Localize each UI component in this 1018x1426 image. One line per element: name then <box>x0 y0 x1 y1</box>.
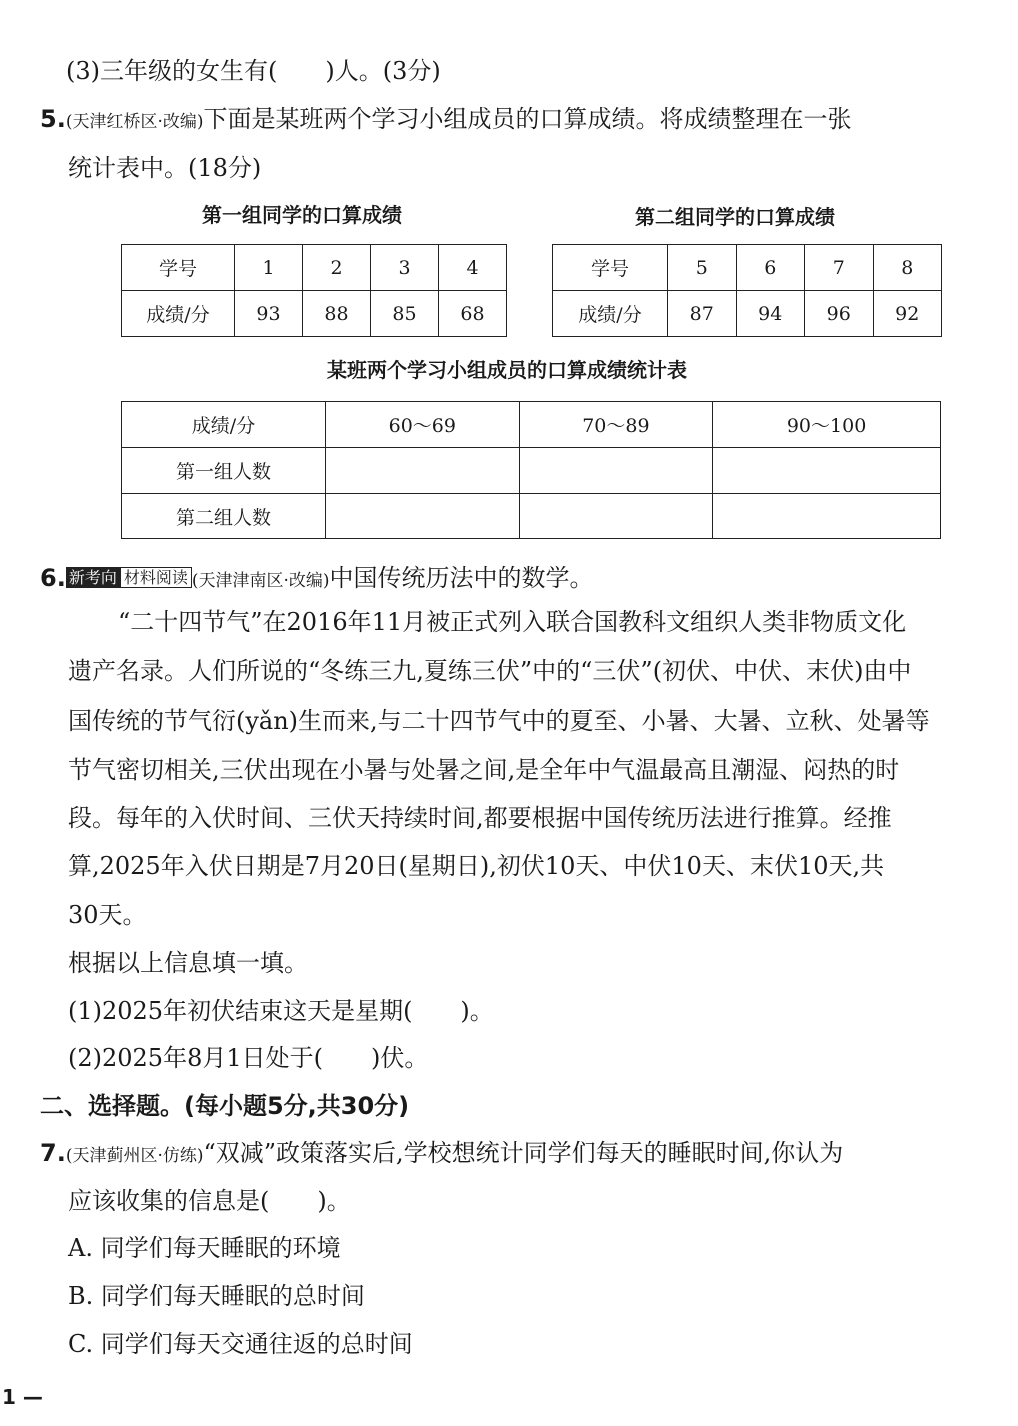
table1-id-2: 2 <box>303 245 371 291</box>
q7-option-b[interactable]: B. 同学们每天睡眠的总时间 <box>68 1282 365 1310</box>
table1-label-id: 学号 <box>122 245 235 291</box>
stat-row1-cell-1[interactable] <box>326 448 520 494</box>
q6-para-line4: 节气密切相关,三伏出现在小暑与处暑之间,是全年中气温最高且潮湿、闷热的时 <box>68 756 900 784</box>
table2-id-4: 8 <box>873 245 942 291</box>
section2-heading: 二、选择题。(每小题5分,共30分) <box>40 1092 410 1120</box>
table1-title: 第一组同学的口算成绩 <box>202 203 402 227</box>
stat-row2-label: 第二组人数 <box>122 494 326 539</box>
q4-sub3: (3)三年级的女生有( )人。(3分) <box>66 57 441 85</box>
q5-text-line2: 统计表中。(18分) <box>68 154 262 182</box>
q6-prompt: 根据以上信息填一填。 <box>68 949 308 977</box>
q5-source: (天津红桥区·改编) <box>65 112 204 132</box>
q7-line1 <box>40 1138 843 1171</box>
q7-source: (天津蓟州区·仿练) <box>65 1146 204 1166</box>
table2-score-2: 94 <box>736 291 805 337</box>
q6-sub2: (2)2025年8月1日处于( )伏。 <box>68 1044 429 1072</box>
stat-row2-cell-3[interactable] <box>713 494 941 539</box>
stat-table <box>121 401 941 539</box>
table1-score-4: 68 <box>439 291 507 337</box>
q5-line1 <box>40 104 852 137</box>
table1-id-1: 1 <box>235 245 303 291</box>
q5-text-line1: 下面是某班两个学习小组成员的口算成绩。将成绩整理在一张 <box>203 105 852 133</box>
page-footer: 1 — <box>2 1385 43 1409</box>
table2-id-3: 7 <box>805 245 874 291</box>
q6-sub1: (1)2025年初伏结束这天是星期( )。 <box>68 997 494 1025</box>
stat-row1-cell-3[interactable] <box>713 448 941 494</box>
table2-score-4: 92 <box>873 291 942 337</box>
q6-source: (天津津南区·改编) <box>191 571 330 591</box>
stat-header-score: 成绩/分 <box>122 402 326 448</box>
q7-option-a[interactable]: A. 同学们每天睡眠的环境 <box>68 1234 341 1262</box>
table1-id-4: 4 <box>439 245 507 291</box>
q6-para-line1: “二十四节气”在2016年11月被正式列入联合国教科文组织人类非物质文化 <box>118 608 907 636</box>
table2-label-id: 学号 <box>553 245 668 291</box>
table1-id-3: 3 <box>371 245 439 291</box>
table2-label-score: 成绩/分 <box>553 291 668 337</box>
stat-header-90-100: 90～100 <box>713 402 941 448</box>
q6-tag-new: 新考向 <box>66 567 120 588</box>
table1-score-1: 93 <box>235 291 303 337</box>
stat-row1-cell-2[interactable] <box>519 448 713 494</box>
table2 <box>552 244 942 337</box>
stat-table-title: 某班两个学习小组成员的口算成绩统计表 <box>327 358 687 382</box>
q6-para-line6: 算,2025年入伏日期是7月20日(星期日),初伏10天、中伏10天、末伏10天,共 <box>68 852 885 880</box>
q5-number: 5. <box>40 105 66 133</box>
table1-score-3: 85 <box>371 291 439 337</box>
stat-row1-label: 第一组人数 <box>122 448 326 494</box>
table2-score-3: 96 <box>805 291 874 337</box>
q6-title-line <box>40 560 594 596</box>
stat-header-70-89: 70～89 <box>519 402 713 448</box>
q7-text-line2: 应该收集的信息是( )。 <box>68 1187 351 1215</box>
table2-id-2: 6 <box>736 245 805 291</box>
q7-text-line1: “双减”政策落实后,学校想统计同学们每天的睡眠时间,你认为 <box>203 1139 844 1167</box>
q7-option-c[interactable]: C. 同学们每天交通往返的总时间 <box>68 1330 413 1358</box>
table1-score-2: 88 <box>303 291 371 337</box>
stat-row2-cell-1[interactable] <box>326 494 520 539</box>
q6-tag-material: 材料阅读 <box>120 567 192 588</box>
q6-para-line7: 30天。 <box>68 901 147 929</box>
q6-number: 6. <box>40 564 66 592</box>
table1 <box>121 244 507 337</box>
q6-para-line2: 遗产名录。人们所说的“冬练三九,夏练三伏”中的“三伏”(初伏、中伏、末伏)由中 <box>68 657 912 685</box>
q6-para-line3: 国传统的节气衍(yǎn)生而来,与二十四节气中的夏至、小暑、大暑、立秋、处暑等 <box>68 707 930 735</box>
q6-para-line5: 段。每年的入伏时间、三伏天持续时间,都要根据中国传统历法进行推算。经推 <box>68 804 892 832</box>
table1-label-score: 成绩/分 <box>122 291 235 337</box>
q7-number: 7. <box>40 1139 66 1167</box>
table2-score-1: 87 <box>668 291 737 337</box>
table2-title: 第二组同学的口算成绩 <box>635 205 835 229</box>
table2-id-1: 5 <box>668 245 737 291</box>
q6-title: 中国传统历法中的数学。 <box>329 564 594 592</box>
stat-row2-cell-2[interactable] <box>519 494 713 539</box>
stat-header-60-69: 60～69 <box>326 402 520 448</box>
